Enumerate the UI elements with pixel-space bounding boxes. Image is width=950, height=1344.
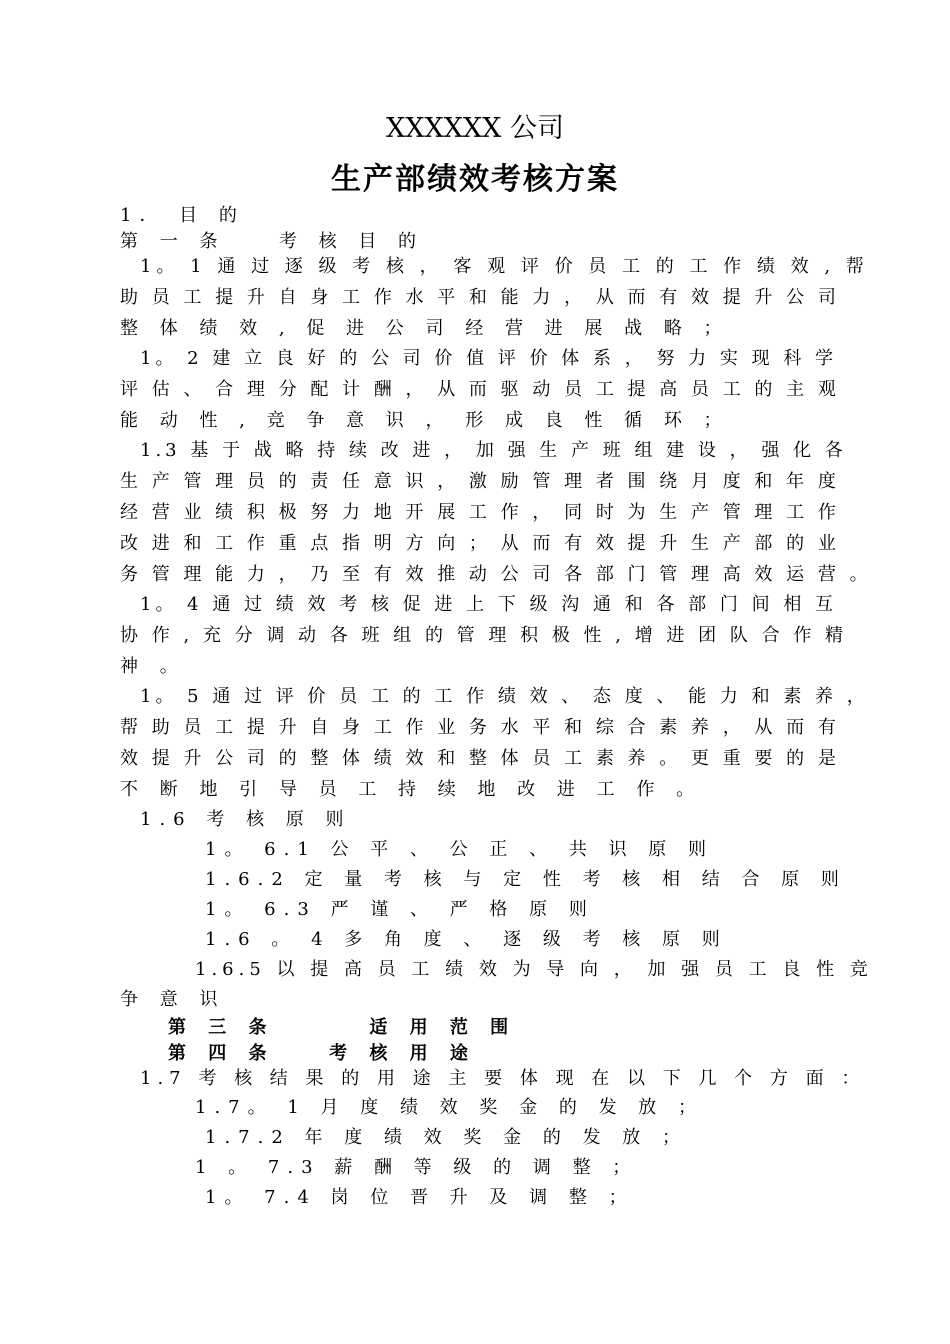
text-line: 1。 2 建 立 良 好 的 公 司 价 值 评 价 体 系 ， 努 力 实 现 科 学 xyxy=(140,348,838,369)
text-line: 1.7.2 年 度 绩 效 奖 金 的 发 放 ； xyxy=(205,1127,689,1148)
document-title: 生产部绩效考核方案 xyxy=(331,162,619,197)
text-line: 整 体 绩 效 , 促 进 公 司 经 营 进 展 战 略 ； xyxy=(120,318,730,339)
text-line: 能 动 性 , 竞 争 意 识 ， 形 成 良 性 循 环 ； xyxy=(120,410,730,431)
company-title: XXXXXX 公司 xyxy=(386,113,564,144)
text-line: 助 员 工 提 升 自 身 工 作 水 平 和 能 力 ， 从 而 有 效 提 升 公 司 xyxy=(120,287,840,308)
text-line: 1.6 考 核 原 则 xyxy=(140,809,352,830)
text-line: 第 一 条 考 核 目 的 xyxy=(120,231,425,252)
text-line: 改 进 和 工 作 重 点 指 明 方 向 ； 从 而 有 效 提 升 生 产 部 的 业 xyxy=(120,533,840,554)
text-line: 协 作 , 充 分 调 动 各 班 组 的 管 理 积 极 性 , 增 进 团 队 合 作 精 xyxy=(120,625,848,646)
text-line: 不 断 地 引 导 员 工 持 续 地 改 进 工 作 。 xyxy=(120,779,703,800)
text-line: 1。 6.1 公 平 、 公 正 、 共 识 原 则 xyxy=(205,839,715,860)
text-line: 经 营 业 绩 积 极 努 力 地 开 展 工 作 ， 同 时 为 生 产 管 理 工 作 xyxy=(120,502,840,523)
text-line: 1.6 。 4 多 角 度 、 逐 级 考 核 原 则 xyxy=(205,929,728,950)
text-line: 争 意 识 xyxy=(120,989,226,1010)
text-line: 务 管 理 能 力 ， 乃 至 有 效 推 动 公 司 各 部 门 管 理 高 效 运 营 。 xyxy=(120,564,872,585)
text-line: 1。 1 通 过 逐 级 考 核 ， 客 观 评 价 员 工 的 工 作 绩 效 , 帮 xyxy=(140,256,869,277)
text-line: 评 估 、 合 理 分 配 计 酬 ， 从 而 驱 动 员 工 提 高 员 工 的 主 观 xyxy=(120,379,840,400)
text-line: 1。 6.3 严 谨 、 严 格 原 则 xyxy=(205,899,595,920)
text-line: 1.6.2 定 量 考 核 与 定 性 考 核 相 结 合 原 则 xyxy=(205,869,847,890)
text-line: 1.6.5 以 提 高 员 工 绩 效 为 导 向 ， 加 强 员 工 良 性 竞 xyxy=(195,959,873,980)
text-line: 第 三 条 适 用 范 围 xyxy=(168,1017,517,1038)
text-line: 1。 5 通 过 评 价 员 工 的 工 作 绩 效 、 态 度 、 能 力 和 素 养 ， xyxy=(140,686,869,707)
text-line: 第 四 条 考 核 用 途 xyxy=(168,1043,476,1064)
text-line: 生 产 管 理 员 的 责 任 意 识 ， 激 励 管 理 者 围 绕 月 度 和 年 度 xyxy=(120,471,840,492)
text-line: 效 提 升 公 司 的 整 体 绩 效 和 整 体 员 工 素 养 。 更 重 要 的 是 xyxy=(120,748,840,769)
text-line: 1.7 考 核 结 果 的 用 途 主 要 体 现 在 以 下 几 个 方 面 ： xyxy=(140,1068,866,1089)
text-line: 1 。 7.3 薪 酬 等 级 的 调 整 ； xyxy=(195,1157,639,1178)
text-line: 1． 目 的 xyxy=(120,205,245,226)
text-line: 帮 助 员 工 提 升 自 身 工 作 业 务 水 平 和 综 合 素 养 ， 从 而 有 xyxy=(120,717,840,738)
text-line: 1.7。 1 月 度 绩 效 奖 金 的 发 放 ； xyxy=(195,1097,705,1118)
text-line: 1.3 基 于 战 略 持 续 改 进 ， 加 强 生 产 班 组 建 设 ， 强 化 各 xyxy=(140,440,847,461)
text-line: 1。 4 通 过 绩 效 考 核 促 进 上 下 级 沟 通 和 各 部 门 间 相 互 xyxy=(140,594,838,615)
text-line: 1。 7.4 岗 位 晋 升 及 调 整 ； xyxy=(205,1187,635,1208)
text-line: 神 。 xyxy=(120,656,186,677)
